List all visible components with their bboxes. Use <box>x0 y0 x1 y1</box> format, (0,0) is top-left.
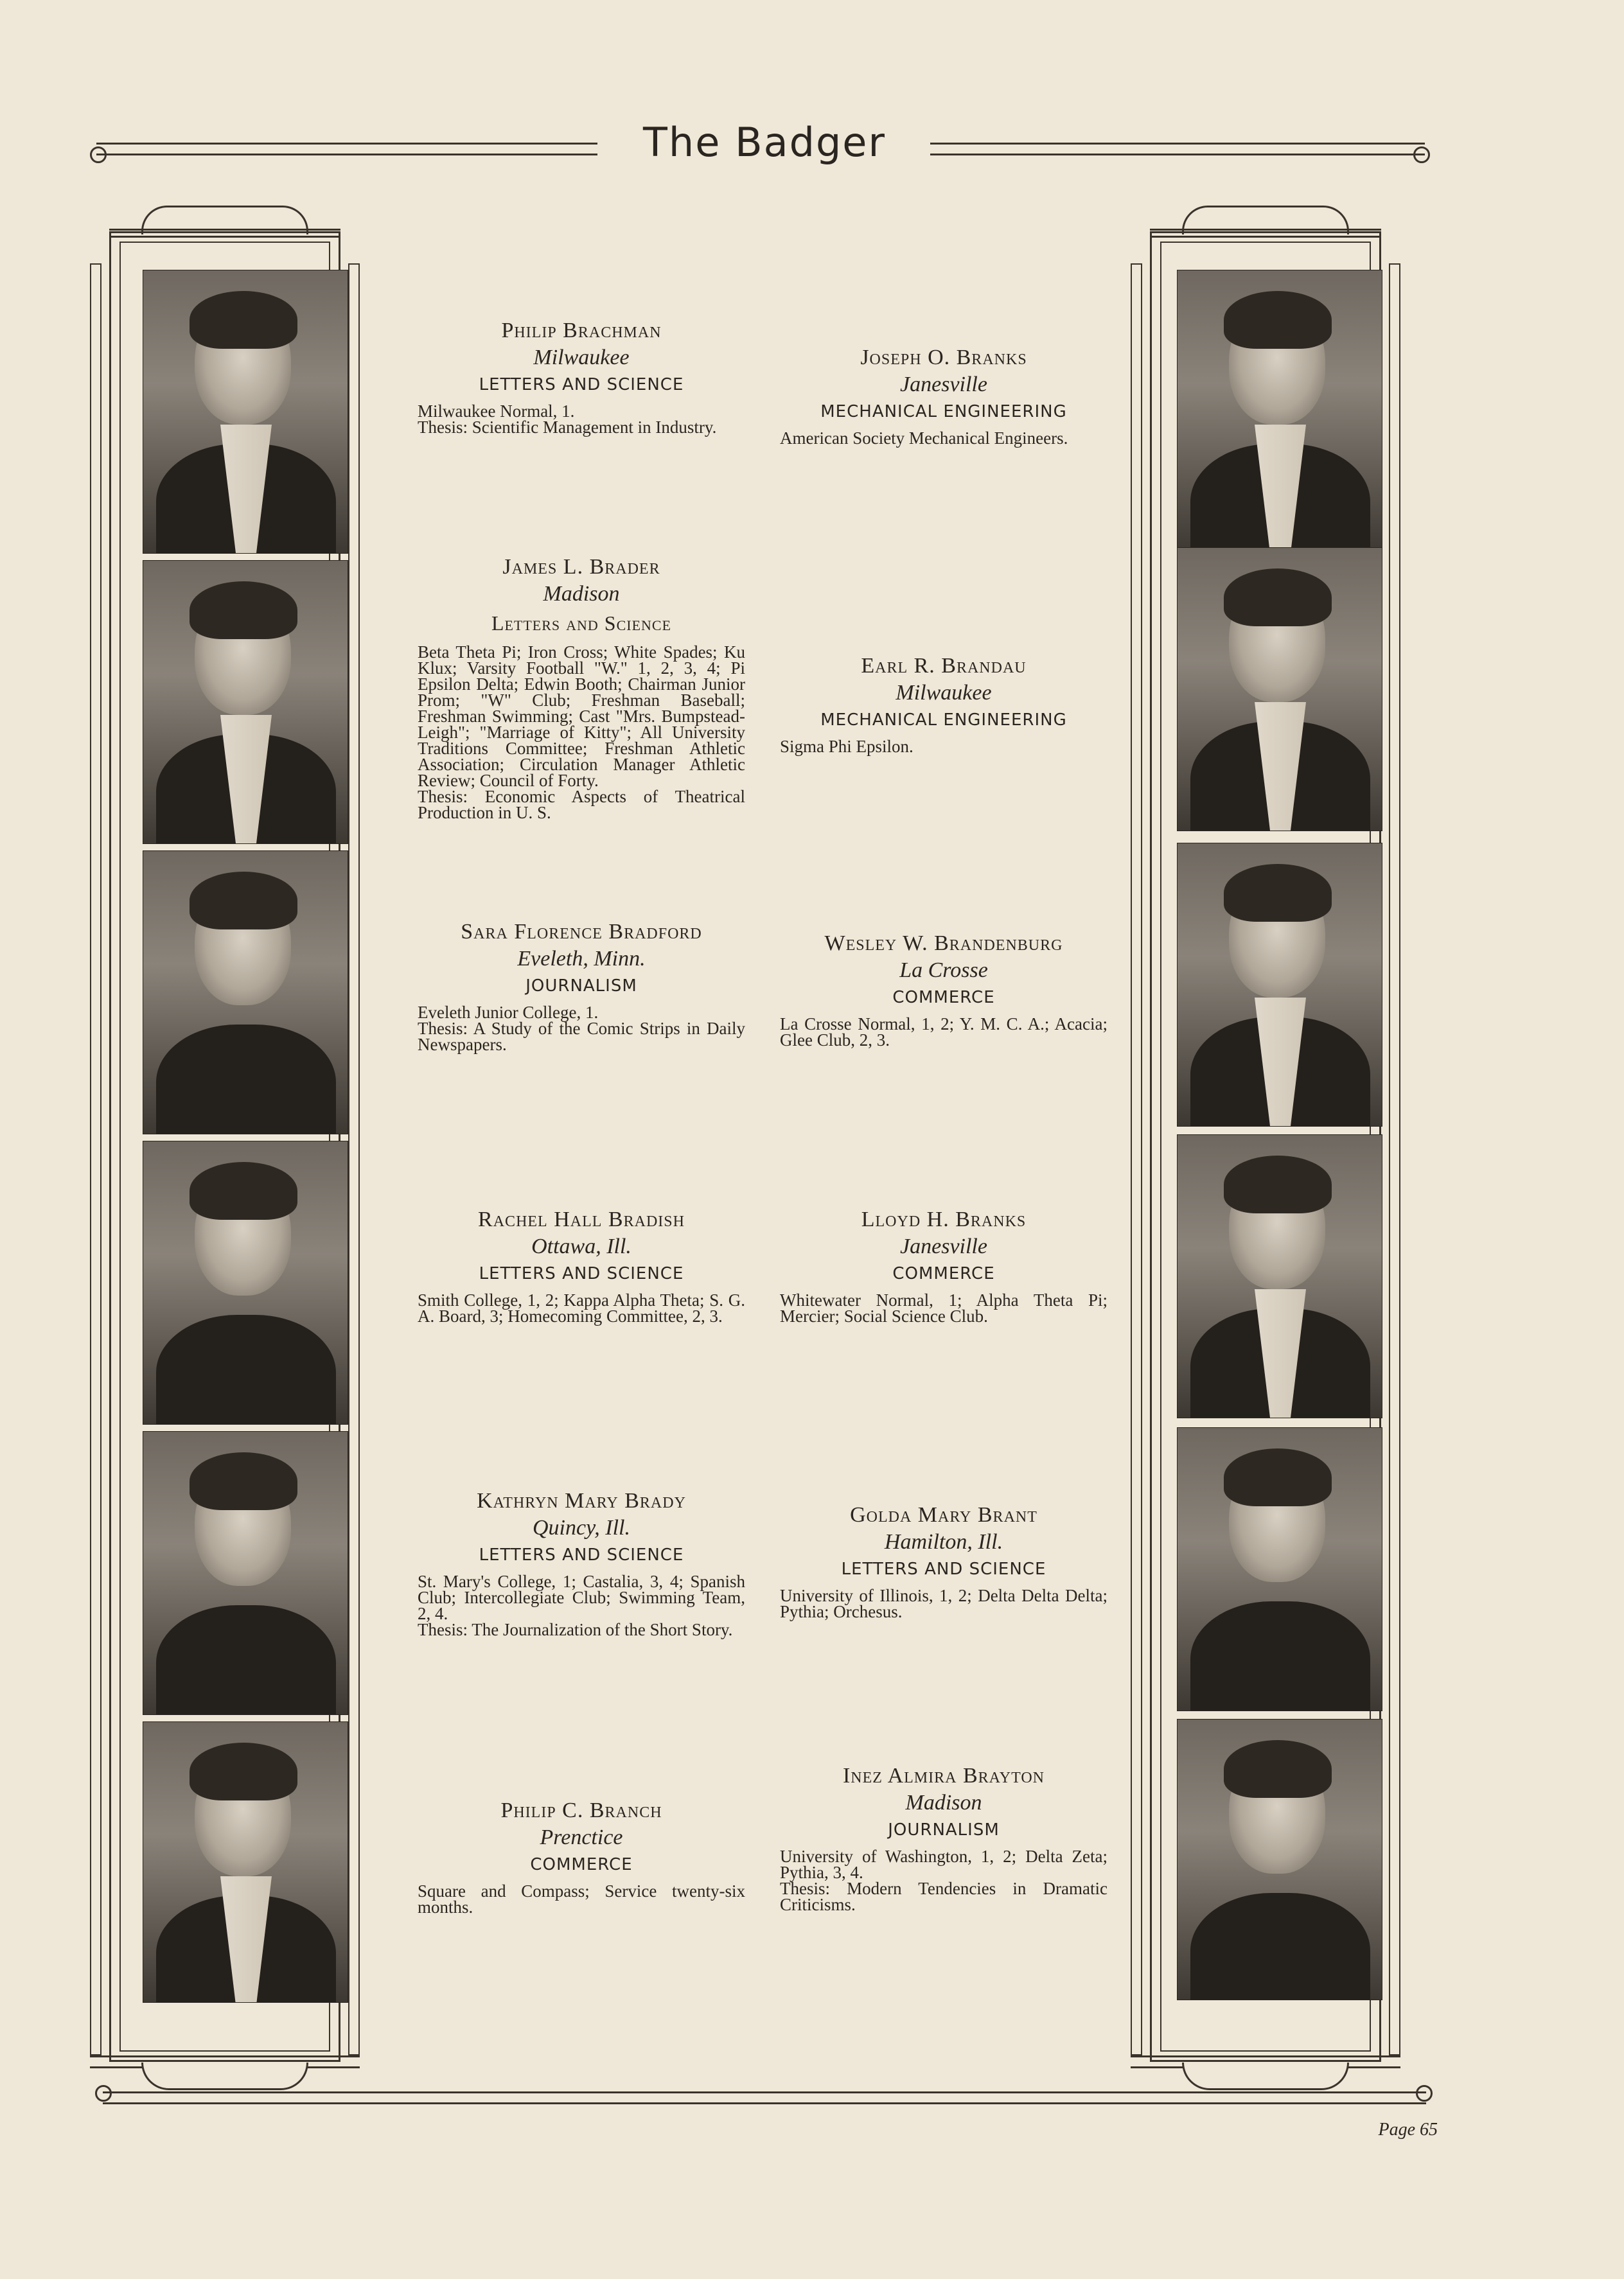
portrait-photo <box>1177 547 1382 831</box>
portrait-photo <box>1177 270 1382 554</box>
portrait-photo <box>143 1721 348 2003</box>
student-department: MECHANICAL ENGINEERING <box>820 402 1067 421</box>
student-department: Letters and Science <box>491 612 672 635</box>
student-activities: Whitewater Normal, 1; Alpha Theta Pi; Mercier; Social Science Club. <box>780 1290 1108 1326</box>
student-name: Lloyd H. Branks <box>861 1208 1027 1231</box>
student-activities: University of Illinois, 1, 2; Delta Delta Delta; Pythia; Orchesus. <box>780 1586 1108 1621</box>
student-entry <box>780 346 1108 446</box>
student-entry <box>418 1208 745 1324</box>
footer-curl-right <box>1416 2085 1433 2102</box>
student-town: Milwaukee <box>896 681 992 705</box>
student-name: Philip C. Branch <box>500 1799 662 1822</box>
student-town: Prenctice <box>540 1826 623 1849</box>
student-department: COMMERCE <box>892 988 995 1007</box>
footer-curl-left <box>95 2085 112 2102</box>
student-department: COMMERCE <box>892 1264 995 1283</box>
student-activities: University of Washington, 1, 2; Delta Zeta; Pythia, 3, 4. Thesis: Modern Tendencies in Dramatic Criticisms. <box>780 1847 1108 1914</box>
portrait-photo <box>1177 1134 1382 1418</box>
student-activities: Beta Theta Pi; Iron Cross; White Spades; Ku Klux; Varsity Football "W." 1, 2, 3, 4; Pi Epsilon Delta; Edwin Booth; Chairman Junior Prom; "W" Club; Freshman Baseball; Freshman Swimming; Cast "Mrs. Bumpstead-Leigh"; "Marriage of Kitty"; All University Traditions Committee; Freshman Athletic Association; Circulation Manager Athletic Review; Council of Forty. Thesis: Economic Aspects of Theatrical Production in U. S. <box>418 642 745 822</box>
page-title: The Badger <box>643 119 886 166</box>
student-department: JOURNALISM <box>888 1820 1000 1840</box>
student-activities: St. Mary's College, 1; Castalia, 3, 4; Spanish Club; Intercollegiate Club; Swimming Team, 2, 4. Thesis: The Journalization of the Short Story. <box>418 1572 745 1639</box>
student-name: Kathryn Mary Brady <box>477 1489 686 1513</box>
student-town: Madison <box>543 582 620 606</box>
portrait-photo <box>143 1431 348 1715</box>
student-activities: Eveleth Junior College, 1. Thesis: A Study of the Comic Strips in Daily Newspapers. <box>418 1003 745 1054</box>
student-name: James L. Brader <box>502 555 660 579</box>
header-curl-right <box>1413 146 1430 163</box>
student-name: Wesley W. Brandenburg <box>824 931 1063 955</box>
student-entry <box>780 1208 1108 1324</box>
student-department: MECHANICAL ENGINEERING <box>820 710 1067 730</box>
student-town: Hamilton, Ill. <box>884 1530 1003 1554</box>
portrait-photo <box>1177 1427 1382 1711</box>
student-town: Ottawa, Ill. <box>531 1235 631 1258</box>
student-name: Joseph O. Branks <box>860 346 1027 369</box>
student-town: Madison <box>905 1791 982 1815</box>
page-number: Page 65 <box>1378 2120 1438 2140</box>
student-name: Inez Almira Brayton <box>842 1764 1045 1788</box>
student-department: LETTERS AND SCIENCE <box>841 1560 1046 1579</box>
student-name: Rachel Hall Bradish <box>478 1208 685 1231</box>
portrait-photo <box>143 850 348 1134</box>
student-department: LETTERS AND SCIENCE <box>479 1545 684 1565</box>
portrait-photo <box>143 1141 348 1425</box>
student-town: La Crosse <box>899 958 988 982</box>
portrait-photo <box>143 270 348 554</box>
student-name: Philip Brachman <box>501 319 662 342</box>
portrait-photo <box>1177 1719 1382 2000</box>
student-entry <box>418 920 745 1053</box>
student-activities: American Society Mechanical Engineers. <box>780 428 1068 448</box>
student-entry <box>780 1503 1108 1620</box>
student-name: Earl R. Brandau <box>861 654 1027 678</box>
student-name: Sara Florence Bradford <box>461 920 702 944</box>
student-activities: Square and Compass; Service twenty-six months. <box>418 1881 745 1917</box>
student-town: Eveleth, Minn. <box>517 947 646 971</box>
student-activities: Milwaukee Normal, 1. Thesis: Scientific Management in Industry. <box>418 401 717 437</box>
student-town: Janesville <box>900 1235 987 1258</box>
student-entry <box>418 319 745 436</box>
student-town: Quincy, Ill. <box>532 1516 631 1540</box>
student-entry <box>780 1764 1108 1913</box>
footer-rule <box>103 2091 1426 2104</box>
student-activities: Smith College, 1, 2; Kappa Alpha Theta; S. G. A. Board, 3; Homecoming Committee, 2, 3. <box>418 1290 745 1326</box>
student-department: LETTERS AND SCIENCE <box>479 1264 684 1283</box>
student-activities: La Crosse Normal, 1, 2; Y. M. C. A.; Acacia; Glee Club, 2, 3. <box>780 1014 1108 1050</box>
student-entry <box>780 931 1108 1048</box>
header-rule-left <box>96 143 597 155</box>
student-town: Milwaukee <box>533 346 630 369</box>
student-activities: Sigma Phi Epsilon. <box>780 737 914 756</box>
student-department: COMMERCE <box>530 1855 633 1874</box>
student-entry <box>780 654 1108 755</box>
header-curl-left <box>90 146 107 163</box>
portrait-photo <box>143 560 348 844</box>
student-entry <box>418 1489 745 1638</box>
header-rule-right <box>930 143 1425 155</box>
student-department: JOURNALISM <box>525 976 637 996</box>
student-entry <box>418 1799 745 1915</box>
student-town: Janesville <box>900 373 987 396</box>
portrait-photo <box>1177 843 1382 1127</box>
student-name: Golda Mary Brant <box>850 1503 1037 1527</box>
student-department: LETTERS AND SCIENCE <box>479 375 684 394</box>
student-entry <box>418 555 745 821</box>
